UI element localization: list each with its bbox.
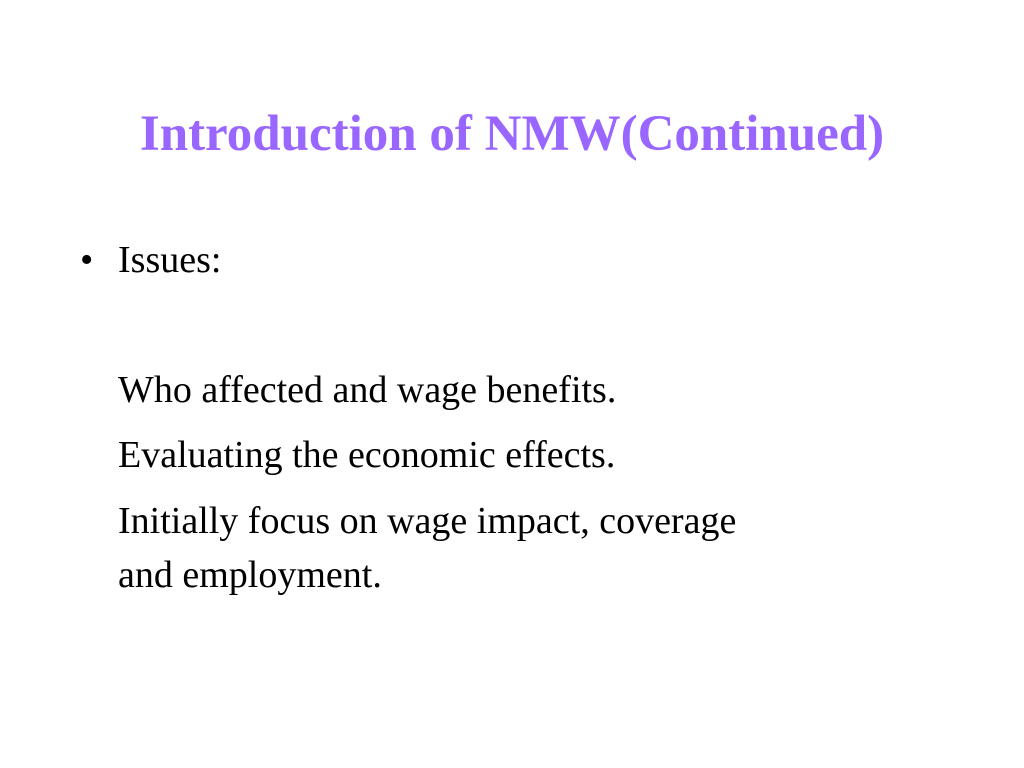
bullet-label: Issues: — [118, 239, 222, 281]
bullet-item-issues — [80, 236, 221, 284]
issue-line-affected: Who affected and wage benefits. — [118, 369, 617, 411]
issue-line-focus-continued: and employment. — [118, 554, 382, 596]
issue-line-evaluating: Evaluating the economic effects. — [118, 434, 616, 476]
issue-line-focus: Initially focus on wage impact, coverage — [118, 500, 737, 542]
bullet-marker: • — [80, 239, 94, 281]
slide-title: Introduction of NMW(Continued) — [139, 106, 885, 162]
